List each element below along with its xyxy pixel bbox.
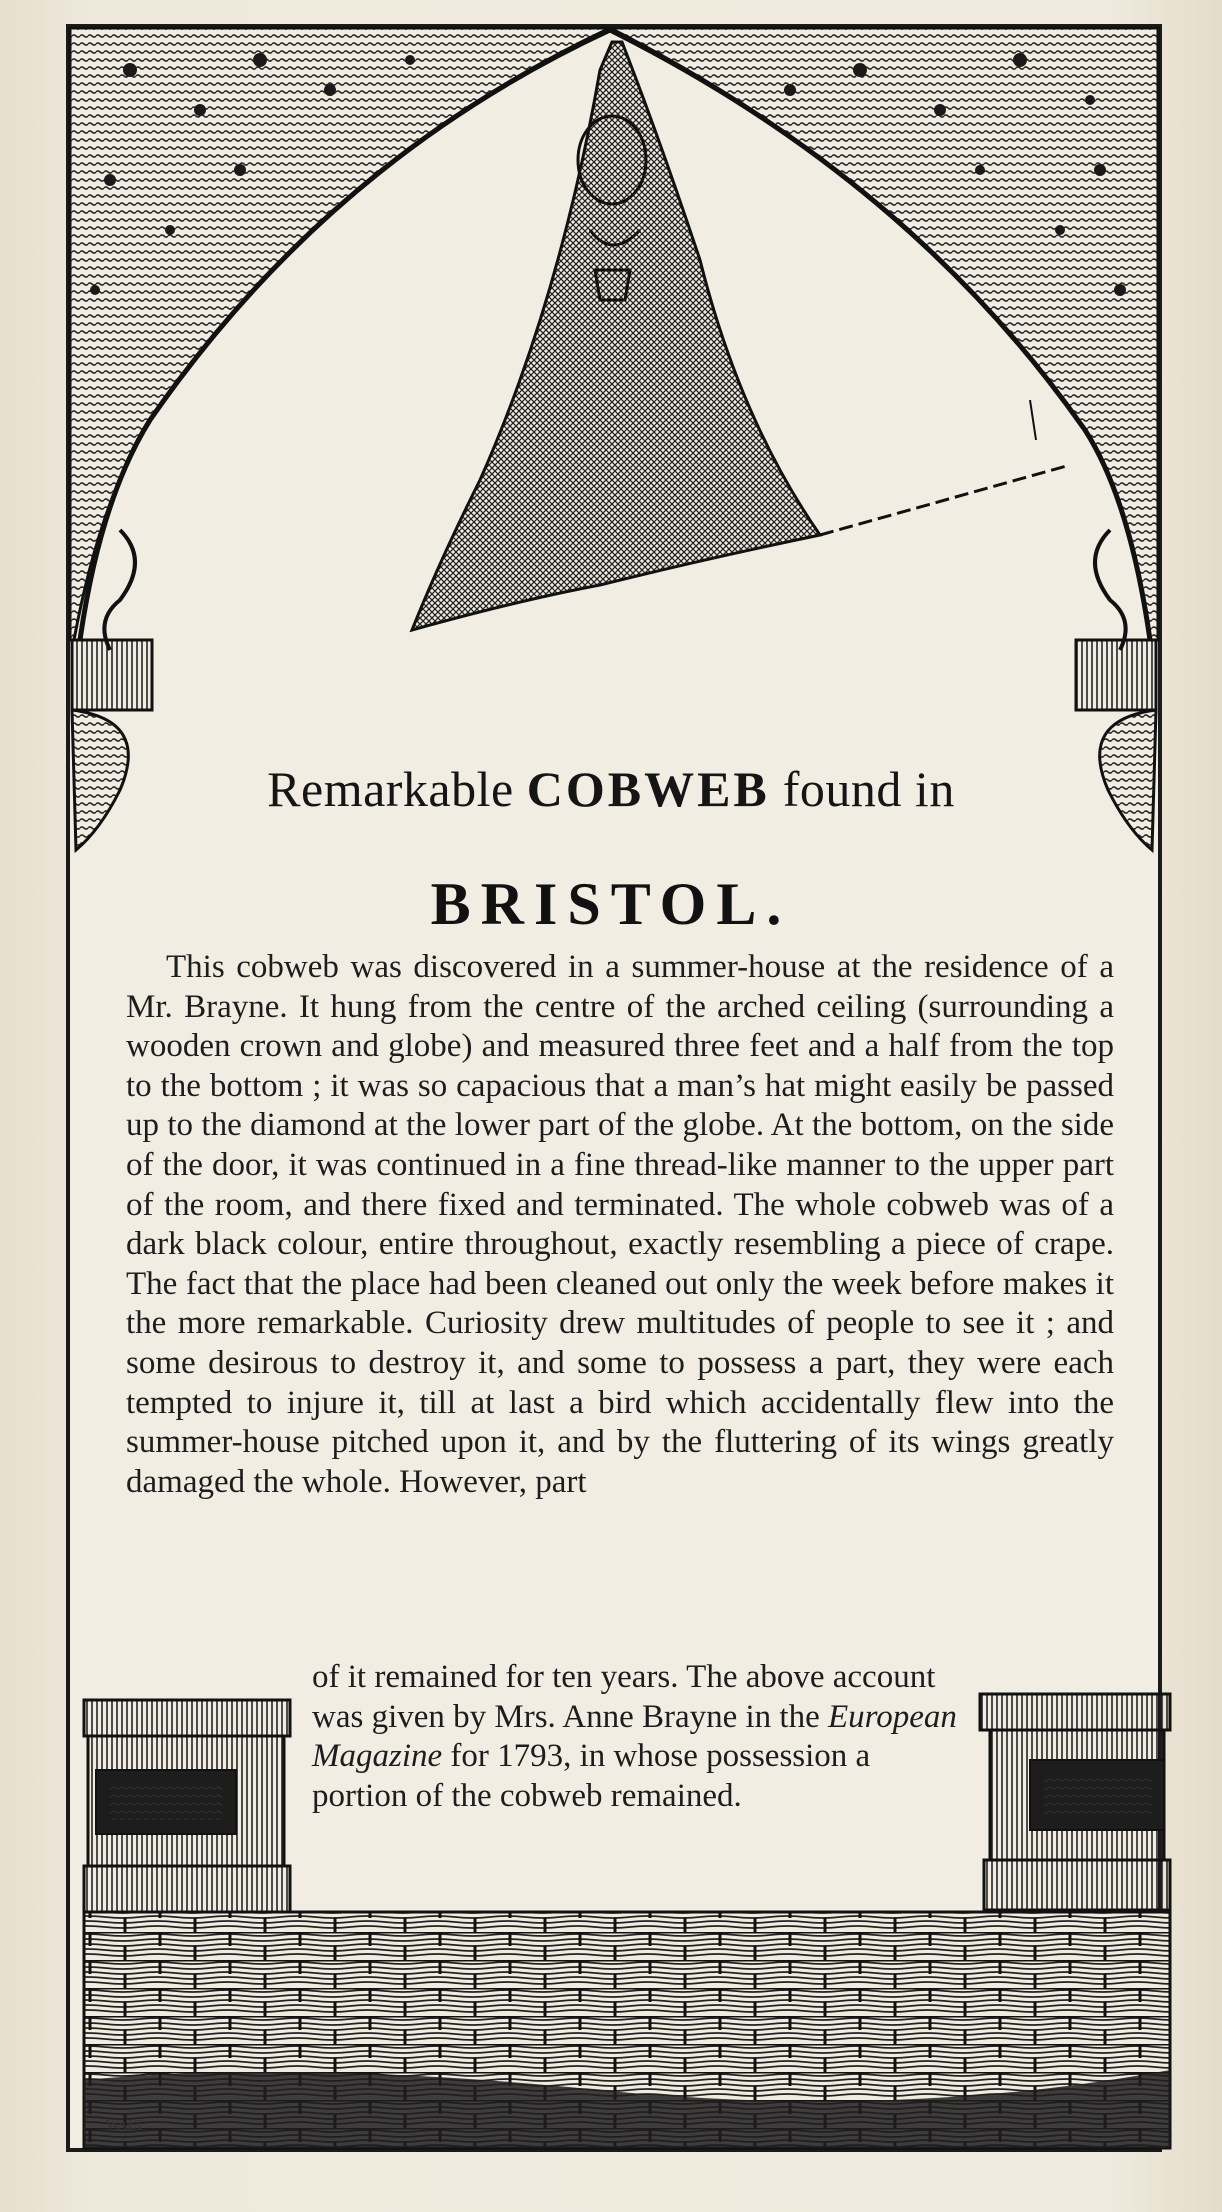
title-part-3: found in	[782, 761, 955, 817]
tail-text-after: for 1793, in whose possession a portion of the cobweb remained.	[312, 1738, 871, 1814]
page-title	[0, 760, 1222, 818]
tiled-floor	[84, 1912, 1170, 2148]
body-paragraph: This cobweb was discovered in a summer-house at the residence of a Mr. Brayne. It hung from the centre of the arched ceiling (surrounding a wooden crown and globe) and measured three feet and a half from the top to the bottom ; it was so capacious that a man’s hat might easily be passed up to the diamond at the lower part of the globe. At the bottom, on the side of the door, it was continued in a fine thread-like manner to the upper part of the room, and there fixed and terminated. The whole cobweb was of a dark black colour, entire throughout, exactly resembling a piece of crape. The fact that the place had been cleaned out only the week before makes it the more remarkable. Curiosity drew multitudes of people to see it ; and some desirous to destroy it, and some to possess a part, they were each tempted to injure it, till at last a bird which accidentally flew into the summer-house pitched upon it, and by the fluttering of its wings greatly damaged the whole. However, part	[126, 949, 1114, 1500]
title-part-1: Remarkable	[267, 761, 514, 817]
right-pillar	[980, 1694, 1170, 1910]
page-subtitle: BRISTOL.	[430, 871, 792, 937]
title-part-2: COBWEB	[526, 761, 770, 817]
engraver-signature: WALT	[106, 2118, 144, 2133]
tail-text-before: of it remained for ten years. The above account was given by Mrs. Anne Brayne in the	[312, 1659, 936, 1735]
body-paragraph-tail	[312, 1658, 964, 1816]
left-pillar	[84, 1700, 290, 1916]
magazine-name: European Magazine	[312, 1698, 957, 1775]
